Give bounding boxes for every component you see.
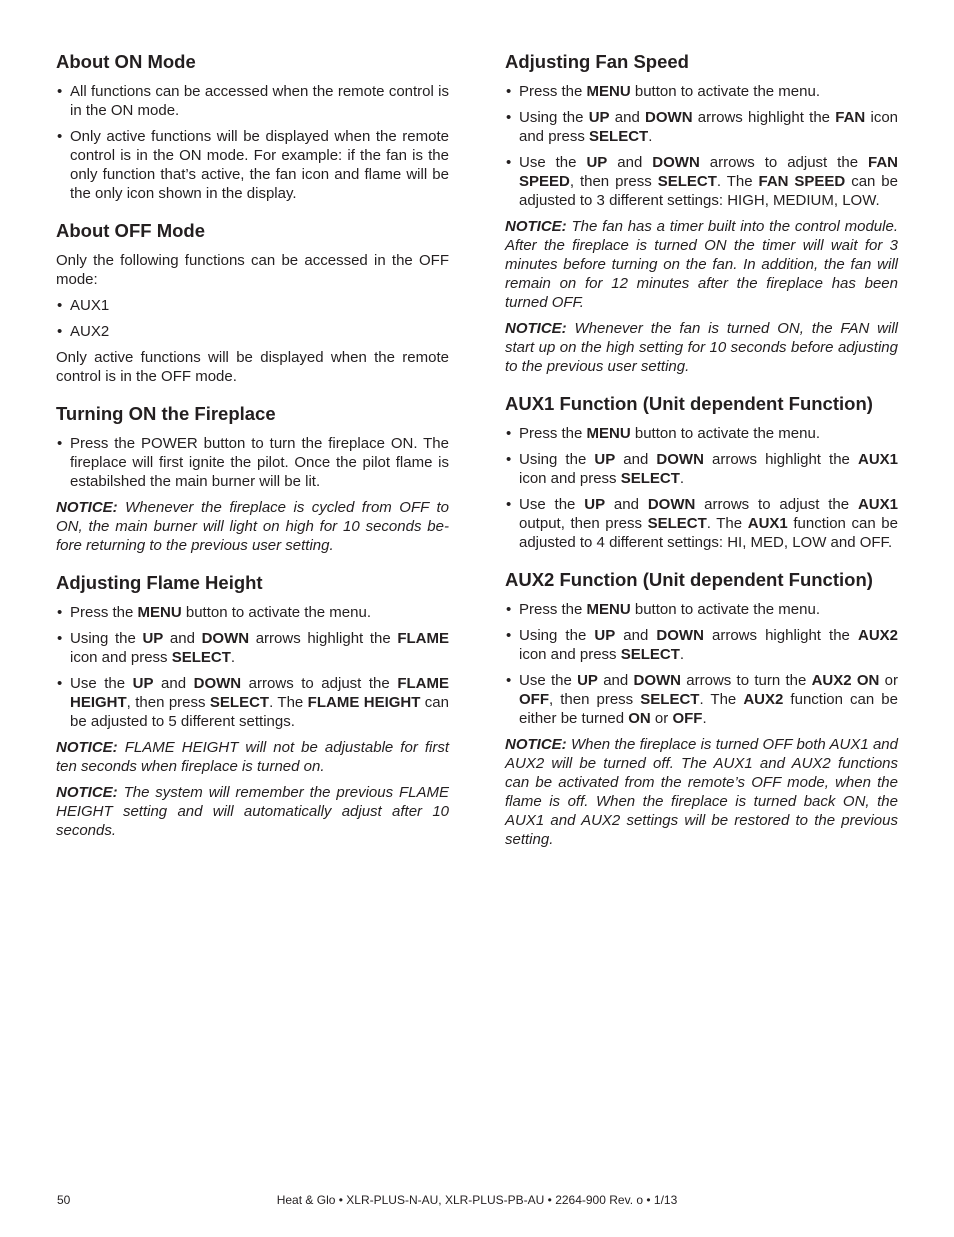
section-aux2 <box>505 568 898 849</box>
page-number: 50 <box>57 1193 71 1207</box>
section-aux1 <box>505 392 898 552</box>
section-off-mode <box>56 219 449 386</box>
list-item: • Press the MENU button to activate the menu. <box>505 600 898 619</box>
fan-speed-list <box>505 82 898 210</box>
notice <box>505 217 898 312</box>
list-item: • Use the UP and DOWN arrows to adjust the FLAME HEIGHT, then press SELECT. The FLAME HEIGHT can be adjusted to 5 different settings. <box>56 674 449 731</box>
section-flame-height <box>56 571 449 840</box>
notice <box>56 498 449 555</box>
notice-label: NOTICE: <box>505 218 567 235</box>
off-mode-outro: Only active functions will be displayed when the remote control is in the OFF mode. <box>56 349 449 385</box>
heading-off-mode: About OFF Mode <box>56 220 205 241</box>
aux1-list <box>505 424 898 552</box>
notice-label: NOTICE: <box>505 320 567 337</box>
notice-text: FLAME HEIGHT will not be adjustable for first ten seconds when fireplace is turned on. <box>56 739 449 775</box>
left-column <box>56 50 449 856</box>
list-item: • Press the MENU button to activate the menu. <box>505 82 898 101</box>
list-item: • Using the UP and DOWN arrows highlight the AUX1 icon and press SELECT. <box>505 450 898 488</box>
notice <box>56 738 449 776</box>
notice-text: The fan has a timer built into the control module. After the fireplace is turned ON the timer will wait for 3 minutes before turning on the fan. In addition, the fan will remain on for 12 minutes after the fireplace has been turned OFF. <box>505 218 898 311</box>
list-item: • Only active functions will be displayed when the remote control is in the ON mode. For example: if the fan is the only function that’s active, the fan icon and flame will be the only icon shown in the display. <box>56 127 449 203</box>
list-item: • Press the MENU button to activate the menu. <box>56 603 449 622</box>
turning-on-list <box>56 434 449 491</box>
flame-height-list <box>56 603 449 731</box>
list-item: • Use the UP and DOWN arrows to adjust the FAN SPEED, then press SELECT. The FAN SPEED can be adjusted to 3 different settings: HIGH, MEDIUM, LOW. <box>505 153 898 210</box>
notice-text: Whenever the fan is turned ON, the FAN will start up on the high setting for 10 seconds before adjusting to the previous user setting. <box>505 320 898 375</box>
notice <box>505 319 898 376</box>
notice-text: The system will remember the previous FLAME HEIGHT setting and will automatically adjust after 10 seconds. <box>56 784 449 839</box>
notice <box>505 735 898 849</box>
footer-text: Heat & Glo • XLR-PLUS-N-AU, XLR-PLUS-PB-AU • 2264-900 Rev. o • 1/13 <box>276 1193 678 1207</box>
section-fan-speed <box>505 50 898 376</box>
heading-turning-on: Turning ON the Fireplace <box>56 403 276 424</box>
list-item: • Using the UP and DOWN arrows highlight the AUX2 icon and press SELECT. <box>505 626 898 664</box>
list-item: • Using the UP and DOWN arrows highlight the FAN icon and press SELECT. <box>505 108 898 146</box>
on-mode-list <box>56 82 449 203</box>
right-column <box>505 50 898 865</box>
heading-aux1: AUX1 Function (Unit dependent Function) <box>505 393 873 414</box>
list-item: • Use the UP and DOWN arrows to turn the AUX2 ON or OFF, then press SELECT. The AUX2 function can be either be turned ON or OFF. <box>505 671 898 728</box>
list-item: • AUX2 <box>56 322 449 341</box>
notice <box>56 783 449 840</box>
section-turning-on <box>56 402 449 555</box>
notice-label: NOTICE: <box>505 736 567 753</box>
off-mode-intro: Only the following functions can be accessed in the OFF mode: <box>56 252 449 288</box>
notice-text: When the fireplace is turned OFF both AUX1 and AUX2 will be turned off. The AUX1 and AUX2 functions can be activated from the remote’s OFF mode, when the flame is off. When the fireplace is turned back ON, the AUX1 and AUX2 settings will be restored to the previous setting. <box>505 736 898 848</box>
list-item: • All functions can be accessed when the remote control is in the ON mode. <box>56 82 449 120</box>
heading-fan-speed: Adjusting Fan Speed <box>505 51 689 72</box>
list-item: • Use the UP and DOWN arrows to adjust the AUX1 output, then press SELECT. The AUX1 function can be adjusted to 4 different settings: HI, MED, LOW and OFF. <box>505 495 898 552</box>
list-item: • Using the UP and DOWN arrows highlight the FLAME icon and press SELECT. <box>56 629 449 667</box>
notice-text: Whenever the fireplace is cycled from OFF to ON, the main burner will light on high for 10 seconds be-fore returning to the previous user setting. <box>56 499 449 554</box>
off-mode-list <box>56 296 449 341</box>
list-item: • Press the MENU button to activate the menu. <box>505 424 898 443</box>
heading-flame-height: Adjusting Flame Height <box>56 572 263 593</box>
list-item: • AUX1 <box>56 296 449 315</box>
notice-label: NOTICE: <box>56 739 118 756</box>
notice-label: NOTICE: <box>56 499 118 516</box>
section-on-mode <box>56 50 449 203</box>
aux2-list <box>505 600 898 728</box>
notice-label: NOTICE: <box>56 784 118 801</box>
heading-aux2: AUX2 Function (Unit dependent Function) <box>505 569 873 590</box>
list-item: • Press the POWER button to turn the fireplace ON. The fireplace will first ignite the pilot. Once the pilot flame is estabilshed the main burner will be lit. <box>56 434 449 491</box>
heading-on-mode: About ON Mode <box>56 51 196 72</box>
